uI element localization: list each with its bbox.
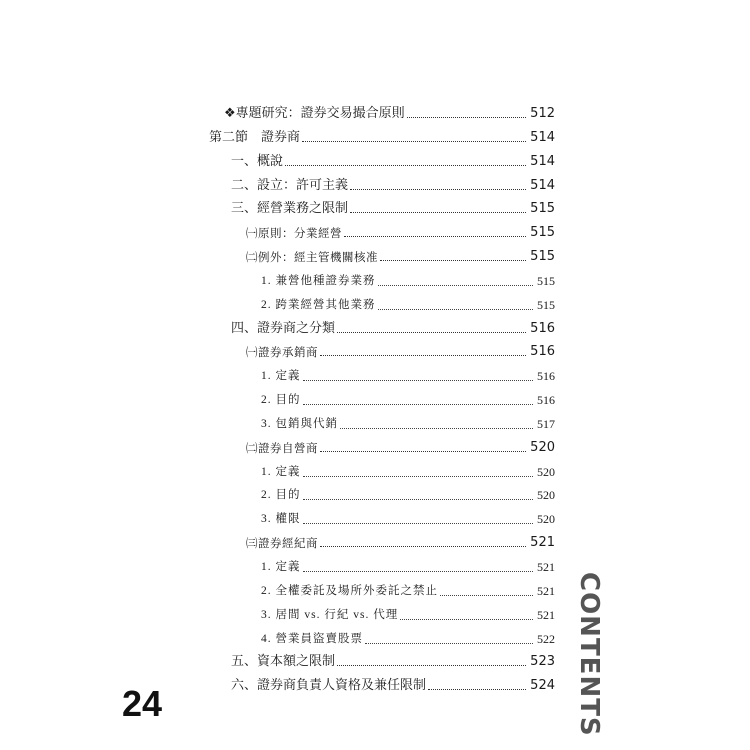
dot-leader — [337, 665, 526, 666]
toc-entry-title: ㈠原則：分業經營 — [246, 226, 342, 240]
toc-entry-page: 515 — [530, 249, 555, 264]
toc-entry — [261, 388, 555, 408]
toc-entry-page: 524 — [530, 678, 555, 693]
dot-leader — [302, 141, 526, 142]
toc-entry — [261, 579, 555, 599]
toc-entry-page: 514 — [530, 178, 555, 193]
dot-leader — [407, 117, 527, 118]
toc-entry — [231, 650, 555, 670]
dot-leader — [303, 523, 534, 524]
toc-entry-title: 四、證券商之分類 — [231, 321, 336, 336]
toc-entry-title: 1. 定義 — [261, 370, 301, 382]
toc-entry — [246, 340, 555, 360]
toc-entry-page: 521 — [537, 584, 555, 598]
toc-entry-title: 2. 目的 — [261, 394, 301, 406]
toc-entry-page: 516 — [537, 369, 555, 383]
toc-entry — [246, 436, 555, 456]
toc-entry — [246, 221, 555, 241]
toc-entry-page: 516 — [530, 321, 555, 336]
toc-entry — [261, 269, 555, 289]
dot-leader — [303, 404, 534, 405]
dot-leader — [400, 619, 533, 620]
toc-entry-page: 520 — [537, 465, 555, 479]
toc-entry-page: 515 — [530, 225, 555, 240]
dot-leader — [320, 451, 526, 452]
toc-entry — [209, 126, 555, 146]
dot-leader — [303, 380, 534, 381]
toc-entry-page: 521 — [530, 535, 555, 550]
toc-entry — [231, 674, 555, 694]
dot-leader — [380, 260, 526, 261]
dot-leader — [365, 643, 533, 644]
toc-entry-title: 1. 兼營他種證券業務 — [261, 275, 376, 287]
dot-leader — [350, 189, 526, 190]
toc-entry-page: 516 — [537, 393, 555, 407]
toc-entry-page: 520 — [537, 488, 555, 502]
page-number: 24 — [122, 683, 163, 724]
dot-leader — [340, 428, 533, 429]
toc-entry — [261, 293, 555, 313]
dot-leader — [320, 546, 526, 547]
toc-entry — [261, 555, 555, 575]
toc-entry — [261, 507, 555, 527]
toc-entry — [261, 603, 555, 623]
toc-entry-title: ❖專題研究：證券交易撮合原則 — [224, 106, 405, 121]
toc-entry — [246, 531, 555, 551]
toc-entry-page: 520 — [537, 512, 555, 526]
toc-entry — [231, 197, 555, 217]
dot-leader — [320, 355, 526, 356]
dot-leader — [303, 499, 534, 500]
toc-entry — [231, 150, 555, 170]
toc-entry-title: 4. 營業員盜賣股票 — [261, 633, 363, 645]
dot-leader — [285, 165, 526, 166]
toc-entry — [261, 483, 555, 503]
toc-entry-title: 二、設立：許可主義 — [231, 178, 349, 193]
dot-leader — [440, 595, 533, 596]
toc-entry-title: 六、證券商負責人資格及兼任限制 — [231, 678, 427, 693]
contents-side-label: CONTENTS — [574, 572, 604, 737]
toc-entry-title: 1. 定義 — [261, 561, 301, 573]
dot-leader — [303, 571, 534, 572]
toc-entry-page: 520 — [530, 440, 555, 455]
dot-leader — [337, 332, 526, 333]
toc-entry-title: ㈡例外：經主管機關核准 — [246, 250, 378, 264]
dot-leader — [428, 689, 526, 690]
toc-entry-title: 1. 定義 — [261, 466, 301, 478]
toc-entry-page: 523 — [530, 654, 555, 669]
toc-entry-title: 2. 目的 — [261, 489, 301, 501]
toc-entry-title: 一、概說 — [231, 154, 284, 169]
toc-entry-page: 514 — [530, 130, 555, 145]
toc-entry-title: 2. 全權委託及場所外委託之禁止 — [261, 585, 438, 597]
toc-entry-page: 521 — [537, 560, 555, 574]
toc-entry-title: 三、經營業務之限制 — [231, 201, 349, 216]
toc-entry-title: ㈡證券自營商 — [246, 441, 318, 455]
toc-entry-page: 512 — [530, 106, 555, 121]
toc-entry-title: 2. 跨業經營其他業務 — [261, 299, 376, 311]
toc-entry — [224, 102, 555, 122]
dot-leader — [303, 476, 534, 477]
toc-entry-page: 514 — [530, 154, 555, 169]
toc-entry-page: 516 — [530, 344, 555, 359]
toc-entry-title: 3. 居間 vs. 行紀 vs. 代理 — [261, 609, 399, 621]
toc-entry-page: 517 — [537, 417, 555, 431]
toc-entry-title: 第二節 證券商 — [209, 130, 301, 145]
toc-entry — [261, 460, 555, 480]
toc-entry-page: 515 — [530, 201, 555, 216]
toc-entry-title: 3. 權限 — [261, 513, 301, 525]
toc-entry-page: 515 — [537, 274, 555, 288]
toc-entry-page: 515 — [537, 298, 555, 312]
toc-entry — [231, 174, 555, 194]
dot-leader — [350, 212, 526, 213]
toc-entry-page: 522 — [537, 632, 555, 646]
toc-entry — [261, 627, 555, 647]
toc-entry-title: 3. 包銷與代銷 — [261, 418, 338, 430]
dot-leader — [344, 236, 526, 237]
dot-leader — [378, 285, 534, 286]
toc-entry — [261, 412, 555, 432]
toc-entry-title: ㈢證券經紀商 — [246, 536, 318, 550]
toc-entry-title: ㈠證券承銷商 — [246, 345, 318, 359]
toc-entry-title: 五、資本額之限制 — [231, 654, 336, 669]
toc-entry-page: 521 — [537, 608, 555, 622]
dot-leader — [378, 309, 534, 310]
toc-entry — [231, 317, 555, 337]
toc-entry — [246, 245, 555, 265]
toc-entry — [261, 364, 555, 384]
